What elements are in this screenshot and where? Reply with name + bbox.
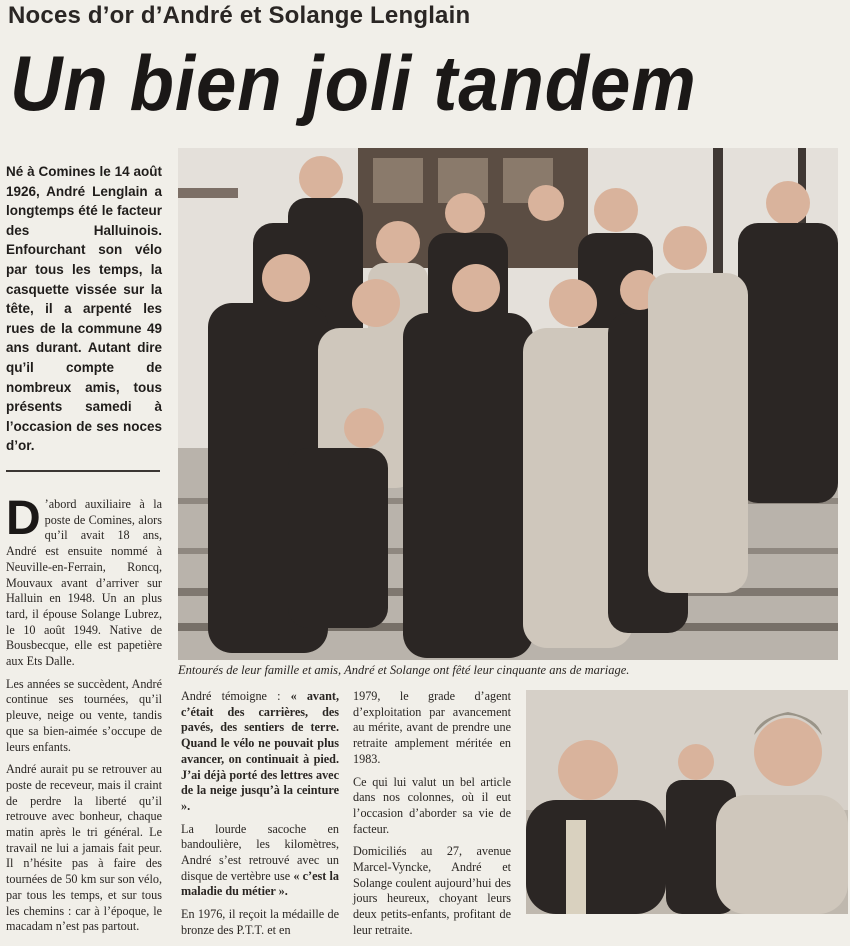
article-lead: Né à Comines le 14 août 1926, André Lenglain a longtemps été le facteur des Halluinois. Enfourchant son vélo par tous les temps, la casquette vissée sur la tête, il a arpenté les rues de la commune 49 ans durant. Autant dire qu’il compte de nombreux amis, tous présents samedi à l’occasion de ses noces d’or.	[6, 164, 162, 454]
paragraph-text: André témoigne :	[181, 689, 291, 703]
paragraph	[181, 689, 339, 815]
paragraph-text: ’abord auxiliaire à la poste de Comines, alors qu’il avait 18 ans, André est ensuite nommé à Neuville-en-Ferrain, Roncq, Mouvaux avant d’arriver sur Halluin en 1948. Un an plus tard, il épouse Solange Lubrez, le 10 août 1949. Native de Bousbecque, elle est papetière aux Ets Dalle.	[6, 497, 162, 669]
secondary-photo	[526, 690, 848, 914]
photo-caption: Entourés de leur famille et amis, André et Solange ont fêté leur cinquante ans de mariage.	[178, 663, 630, 677]
paragraph	[6, 492, 162, 670]
paragraph: Ce qui lui valut un bel article dans nos colonnes, où il eut l’occasion d’aborder sa vie de facteur.	[353, 774, 511, 836]
main-photo	[178, 148, 838, 660]
paragraph: 1979, le grade d’agent d’exploitation par avancement au mérite, avant de prendre une retraite amplement méritée en 1983.	[353, 689, 511, 766]
paragraph-text: La lourde sacoche en bandoulière, les kilomètres, André s’est retrouvé avec un disque de vertèbre use	[181, 821, 339, 883]
dropcap: D	[6, 492, 41, 545]
paragraph: Domiciliés au 27, avenue Marcel-Vyncke, André et Solange coulent aujourd’hui des jours heureux, choyant leurs deux petits-enfants, profitant de leur retraite.	[353, 844, 511, 937]
family-group-photo	[178, 148, 838, 660]
couple-photo	[526, 690, 848, 914]
lead-divider	[6, 470, 160, 472]
quote-text: « c’est la maladie du métier ».	[181, 868, 339, 899]
article-column-3	[353, 689, 511, 946]
paragraph: André aurait pu se retrouver au poste de receveur, mais il craint de perdre la liberté qu’il retrouve avec bonheur, chaque matin après le tri général. Le travail ne lui a jamais fait peur. Il n’hésite pas à faire des tournées de 50 km sur son vélo, par tous les temps, et sur tous les chemins : car à l’époque, le macadam n’est pas partout.	[6, 762, 162, 934]
paragraph: Les années se succèdent, André continue ses tournées, qu’il pleuve, neige ou vente, tandis que sa bien-aimée s’occupe de leurs enfants.	[6, 676, 162, 754]
article-kicker: Noces d’or d’André et Solange Lenglain	[8, 2, 471, 29]
article-column-2	[181, 689, 339, 946]
article-headline: Un bien joli tandem	[10, 39, 697, 127]
article-column-1	[6, 492, 162, 942]
quote-text: « avant, c’était des carrières, des pavés, des sentiers de terre. Quand le vélo ne pouvait plus avancer, on continuait à pied. J’ai déjà porté des lettres avec de la neige jusqu’à la ceinture ».	[181, 689, 339, 813]
paragraph: En 1976, il reçoit la médaille de bronze des P.T.T. et en	[181, 907, 339, 937]
paragraph	[181, 822, 339, 901]
